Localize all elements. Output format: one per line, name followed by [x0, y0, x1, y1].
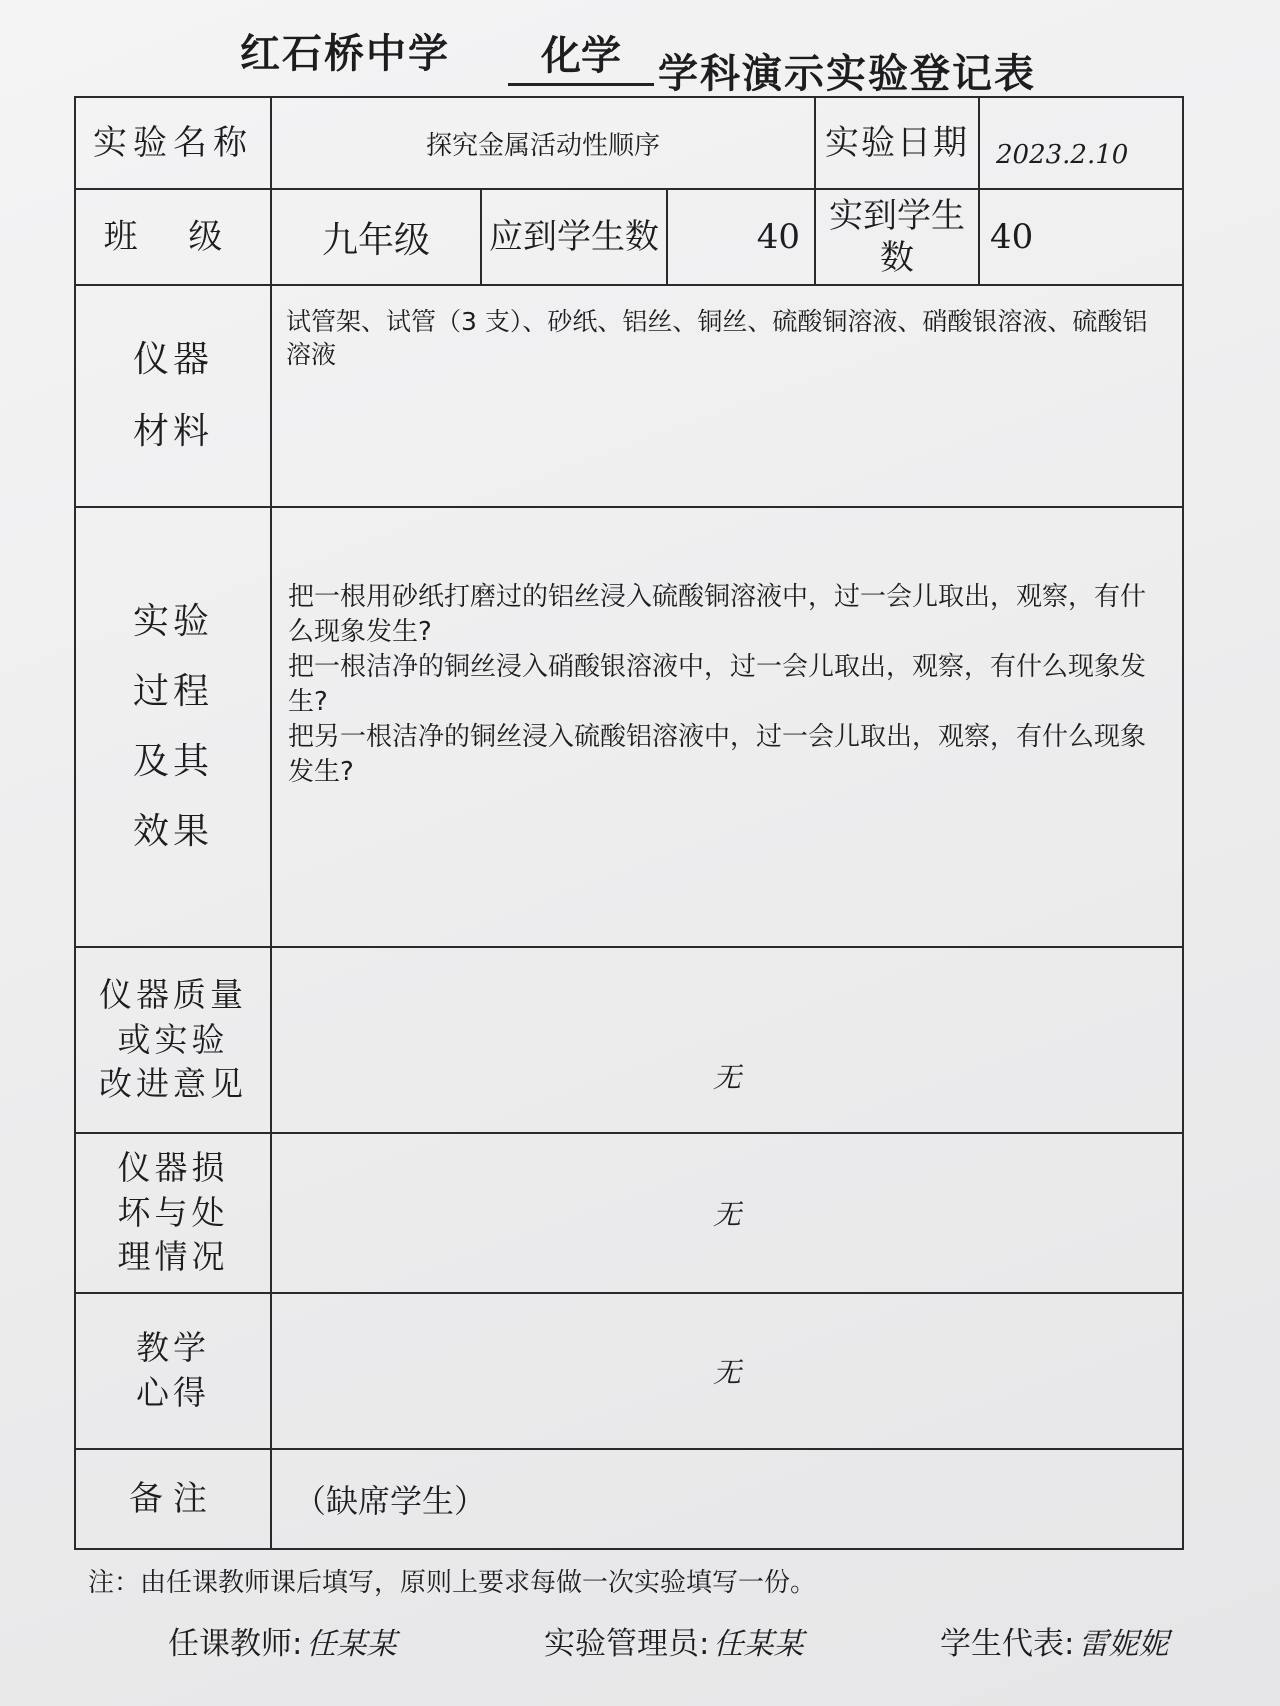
- label-reflection-line2: 心得: [136, 1373, 210, 1412]
- signature-row: [0, 1618, 1280, 1678]
- admin-label: 实验管理员:: [544, 1626, 710, 1662]
- process-step-1: 把一根用砂纸打磨过的铝丝浸入硫酸铜溶液中，过一会儿取出，观察，有什么现象发生?: [288, 582, 1147, 648]
- label-materials-line1: 仪器: [132, 339, 213, 380]
- value-expected-students: 40: [667, 189, 815, 285]
- label-damage-line3: 理情况: [117, 1237, 229, 1277]
- label-quality: [75, 947, 271, 1133]
- label-class: 班 级: [75, 189, 271, 285]
- value-experiment-name: 探究金属活动性顺序: [271, 97, 815, 189]
- label-damage: [75, 1133, 271, 1293]
- label-materials: [75, 285, 271, 507]
- label-actual-students: 实到学生数: [815, 189, 979, 285]
- label-quality-line2: 或实验: [117, 1019, 229, 1059]
- label-process-line3: 及其: [132, 741, 213, 782]
- label-experiment-name: 实验名称: [75, 97, 271, 189]
- footer-note: 注：由任课教师课后填写，原则上要求每做一次实验填写一份。: [88, 1568, 817, 1598]
- school-name: 红石桥中学: [240, 31, 450, 77]
- student-label: 学生代表:: [940, 1626, 1075, 1662]
- label-process: [75, 507, 271, 947]
- value-quality: 无: [271, 947, 1183, 1133]
- label-experiment-date: 实验日期: [815, 97, 979, 189]
- admin-sign: 任某某: [713, 1627, 804, 1662]
- process-step-3: 把另一根洁净的铜丝浸入硫酸铝溶液中，过一会儿取出，观察，有什么现象发生?: [288, 722, 1147, 788]
- value-materials: 试管架、试管（3 支）、砂纸、铝丝、铜丝、硫酸铜溶液、硝酸银溶液、硫酸铝溶液: [271, 285, 1183, 507]
- student-signature: [940, 1618, 1168, 1663]
- label-expected-students: 应到学生数: [481, 189, 667, 285]
- teacher-signature: [168, 1618, 396, 1663]
- label-process-line4: 效果: [132, 811, 213, 853]
- value-reflection: 无: [271, 1293, 1183, 1449]
- value-remarks: （缺席学生）: [271, 1449, 1183, 1549]
- value-process: [271, 507, 1183, 947]
- label-reflection: [75, 1293, 271, 1449]
- process-step-2: 把一根洁净的铜丝浸入硝酸银溶液中，过一会儿取出，观察，有什么现象发生?: [288, 652, 1147, 718]
- teacher-sign: 任某某: [306, 1627, 397, 1662]
- teacher-label: 任课教师:: [168, 1626, 303, 1662]
- value-class: 九年级: [271, 189, 481, 285]
- admin-signature: [544, 1618, 803, 1663]
- form-header: [0, 8, 1280, 97]
- value-experiment-date: 2023.2.10: [979, 97, 1183, 189]
- value-damage: 无: [271, 1133, 1183, 1293]
- label-process-line1: 实验: [132, 600, 213, 642]
- label-process-line2: 过程: [132, 670, 213, 712]
- label-reflection-line1: 教学: [136, 1328, 210, 1368]
- label-materials-line2: 材料: [132, 411, 213, 452]
- form-title: 学科演示实验登记表: [658, 51, 1036, 97]
- label-quality-line1: 仪器质量: [99, 975, 247, 1015]
- subject-name: 化学: [508, 24, 654, 86]
- registration-table: [74, 96, 1184, 1550]
- value-actual-students: 40: [979, 189, 1183, 285]
- label-remarks: 备注: [75, 1449, 271, 1549]
- label-damage-line1: 仪器损: [117, 1148, 229, 1188]
- label-quality-line3: 改进意见: [99, 1064, 247, 1104]
- label-damage-line2: 坏与处: [117, 1192, 229, 1232]
- student-sign: 雷妮妮: [1078, 1627, 1169, 1662]
